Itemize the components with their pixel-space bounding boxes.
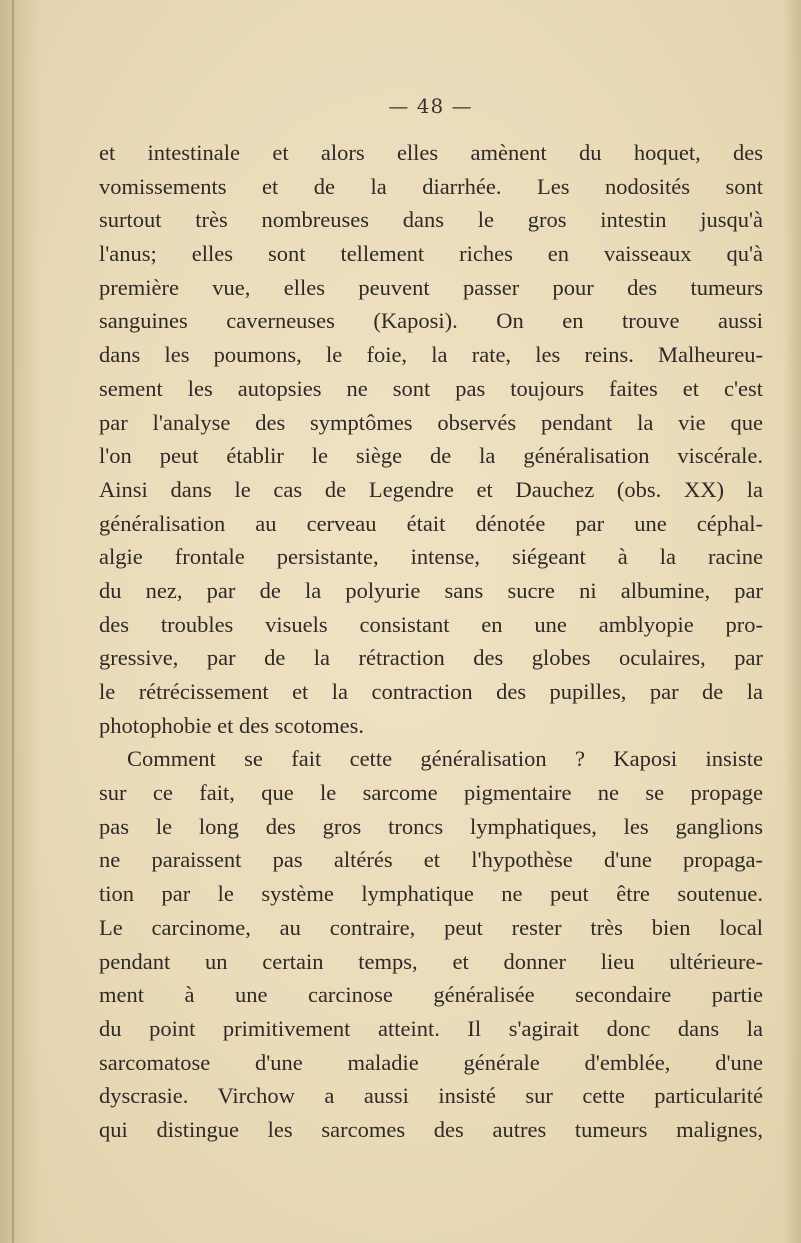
paragraph-start-line: Comment se fait cette généralisation ? Kaposi insiste: [127, 746, 763, 772]
page-number: — 48 —: [388, 94, 473, 118]
page-left-edge: [0, 0, 42, 1243]
text-line: du nez, par de la polyurie sans sucre ni albumine, par: [99, 577, 763, 603]
text-line: vomissements et de la diarrhée. Les nodosités sont: [99, 173, 763, 199]
binding-line: [12, 0, 14, 1243]
page-right-edge: [783, 0, 801, 1243]
text-line: l'on peut établir le siège de la généralisation viscérale.: [99, 443, 763, 469]
text-line: première vue, elles peuvent passer pour des tumeurs: [99, 274, 763, 300]
text-line: dyscrasie. Virchow a aussi insisté sur cette particularité: [99, 1083, 763, 1109]
text-line: sanguines caverneuses (Kaposi). On en trouve aussi: [99, 308, 763, 334]
text-line: algie frontale persistante, intense, siégeant à la racine: [99, 544, 763, 570]
text-line: le rétrécissement et la contraction des pupilles, par de la: [99, 679, 763, 704]
text-line: et intestinale et alors elles amènent du hoquet, des: [99, 140, 763, 165]
text-line: dans les poumons, le foie, la rate, les reins. Malheureu-: [99, 342, 763, 368]
text-line: qui distingue les sarcomes des autres tumeurs malignes,: [99, 1116, 763, 1142]
text-line: des troubles visuels consistant en une amblyopie pro-: [99, 611, 763, 637]
text-line: surtout très nombreuses dans le gros intestin jusqu'à: [99, 207, 763, 233]
text-line: sur ce fait, que le sarcome pigmentaire ne se propage: [99, 780, 763, 806]
text-line: sarcomatose d'une maladie générale d'emblée, d'une: [99, 1049, 763, 1075]
text-line: ment à une carcinose généralisée secondaire partie: [99, 982, 763, 1008]
text-line: pas le long des gros troncs lymphatiques, les ganglions: [99, 813, 763, 839]
text-line: généralisation au cerveau était dénotée par une céphal-: [99, 510, 763, 536]
text-line: du point primitivement atteint. Il s'agirait donc dans la: [99, 1015, 763, 1041]
text-line: par l'analyse des symptômes observés pendant la vie que: [99, 409, 763, 435]
text-line: sement les autopsies ne sont pas toujours faites et c'est: [99, 375, 763, 401]
body-text: [99, 136, 763, 1147]
text-line: gressive, par de la rétraction des globes oculaires, par: [99, 645, 763, 671]
paragraph-end-line: photophobie et des scotomes.: [99, 712, 364, 738]
text-line: ne paraissent pas altérés et l'hypothèse d'une propaga-: [99, 847, 763, 873]
text-line: tion par le système lymphatique ne peut être soutenue.: [99, 881, 763, 907]
text-line: l'anus; elles sont tellement riches en vaisseaux qu'à: [99, 241, 763, 267]
text-line: Le carcinome, au contraire, peut rester très bien local: [99, 914, 763, 940]
text-line: pendant un certain temps, et donner lieu ultérieure-: [99, 948, 763, 974]
text-line: Ainsi dans le cas de Legendre et Dauchez (obs. XX) la: [99, 476, 763, 502]
